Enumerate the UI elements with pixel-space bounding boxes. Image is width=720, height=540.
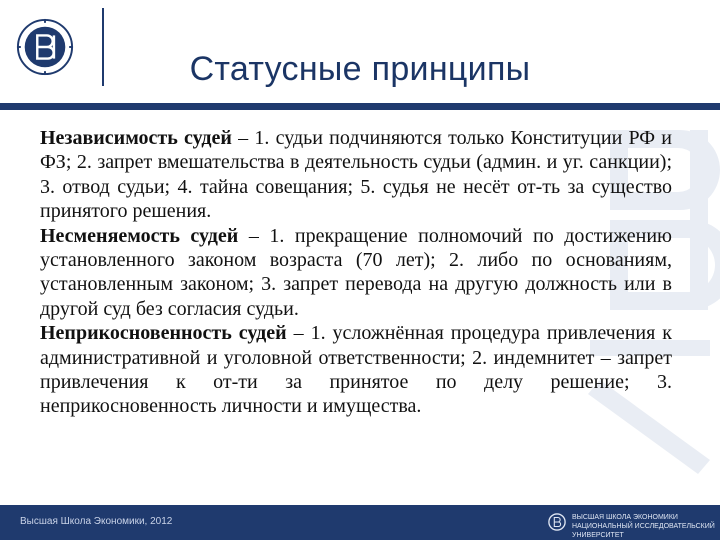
slide-header (0, 0, 720, 110)
principle-term: Несменяемость судей (40, 224, 239, 247)
slide-title: Статусные принципы (189, 50, 531, 88)
principle-paragraph (40, 126, 672, 224)
principle-term: Неприкосновенность судей (40, 322, 287, 345)
principle-term: Независимость судей (40, 127, 232, 149)
principle-description: – 1. прекращение полномочий по достижению установленного законом возраста (70 лет); 2. либо по основаниям, установленным законом; 3. запрет перевода на другую должность или в другой суд без согласия судьи. (40, 224, 672, 320)
principle-description: – 1. усложнённая процедура привлечения к административной и уголовной ответственности; 2. индемнитет – запрет привлечения к от-ти за принятое по делу решение; 3. неприкосновенность личности и имущества. (40, 322, 673, 418)
principle-paragraph (40, 321, 672, 419)
slide-body (40, 126, 672, 419)
principle-paragraph (40, 224, 672, 322)
footer-brand-name: ВЫСШАЯ ШКОЛА ЭКОНОМИКИ (572, 514, 678, 521)
footer-brand (572, 513, 720, 540)
header-rule (0, 103, 720, 110)
footer-brand-subtitle: НАЦИОНАЛЬНЫЙ ИССЛЕДОВАТЕЛЬСКИЙ УНИВЕРСИТЕТ (572, 523, 715, 539)
hse-footer-logo-icon (548, 513, 566, 531)
principle-description: – 1. судьи подчиняются только Конституции РФ и ФЗ; 2. запрет вмешательства в деятельность судьи (админ. и уг. санкции); 3. отвод судьи; 4. тайна совещания; 5. судья не несёт от-ть за существо принятого решения. (40, 127, 673, 223)
slide-footer (0, 505, 720, 540)
footer-copyright: Высшая Школа Экономики, 2012 (20, 516, 173, 527)
